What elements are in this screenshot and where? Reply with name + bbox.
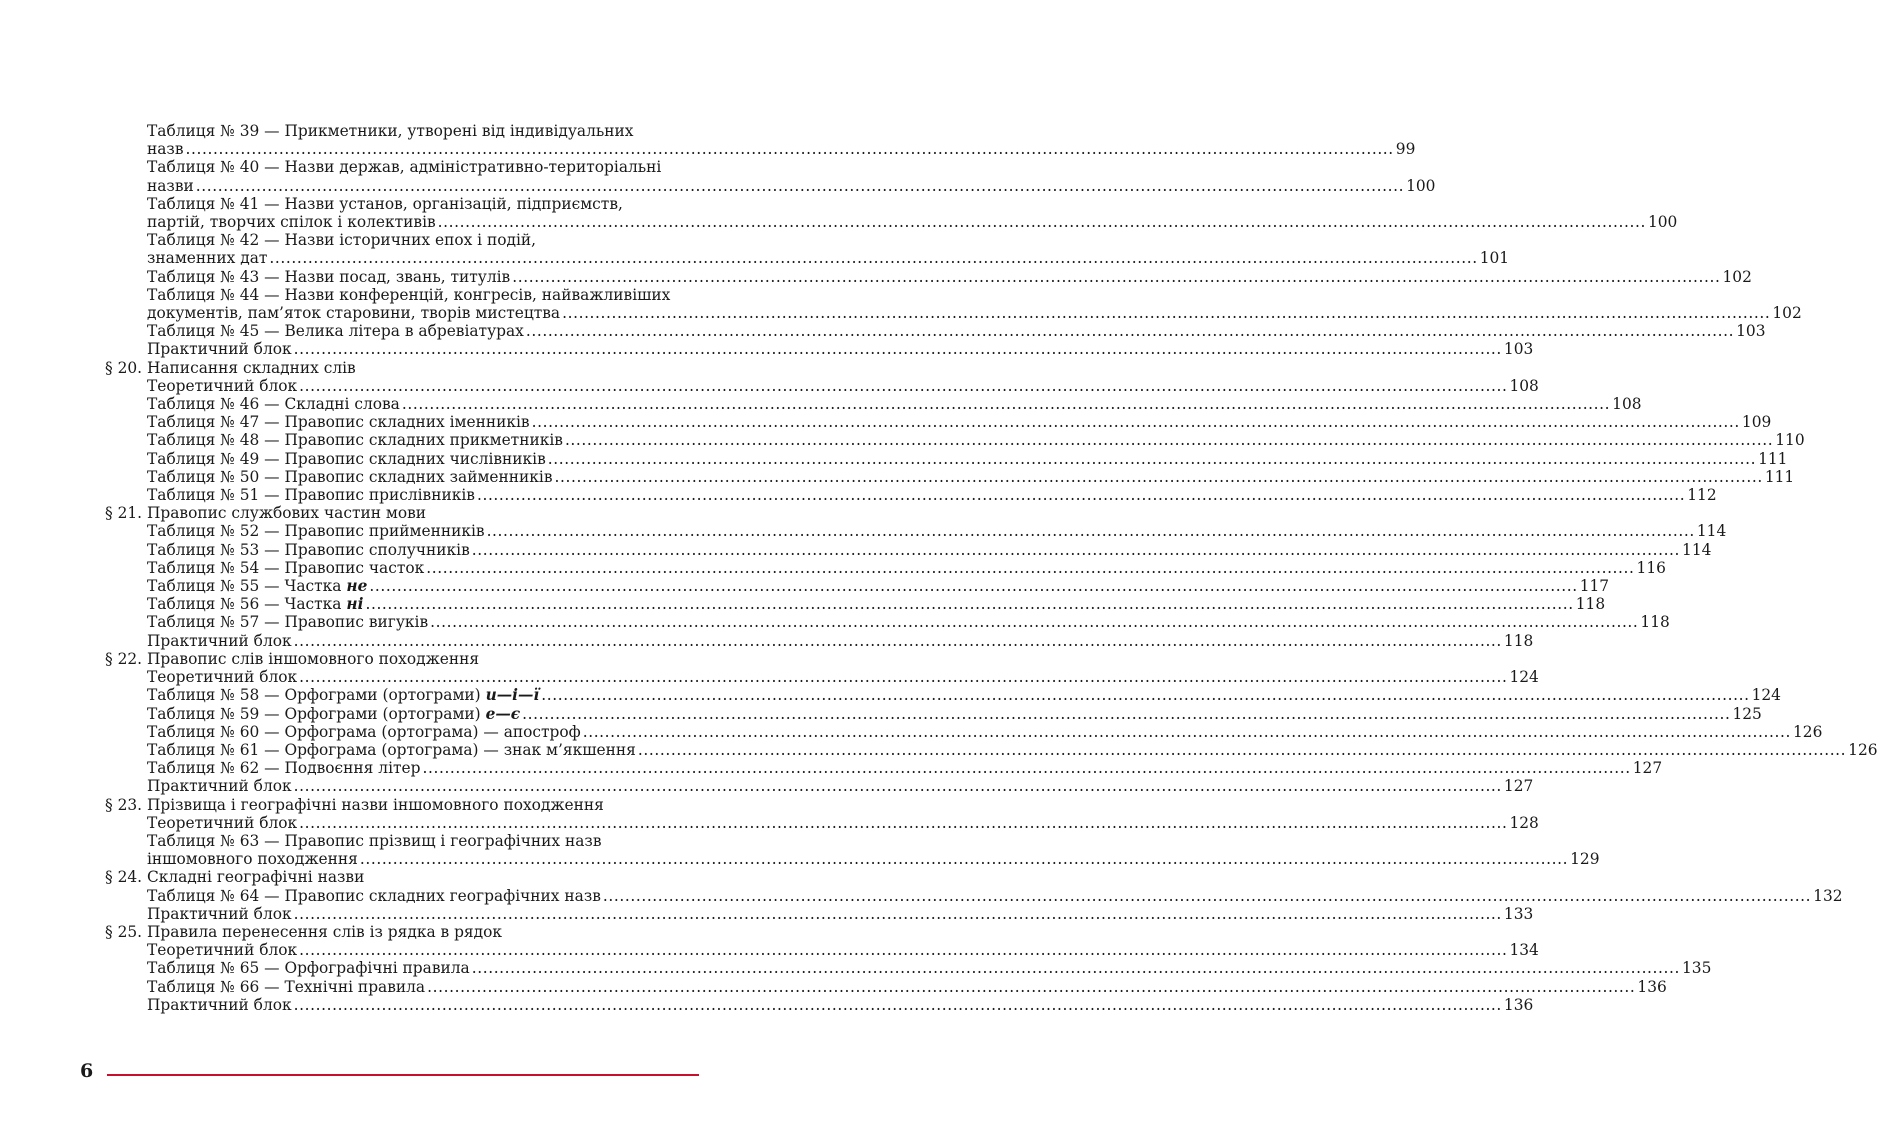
toc-entry-title: Таблиця № 65 — Орфографічні правила	[147, 959, 470, 978]
toc-page-number: 118	[1640, 613, 1670, 632]
toc-entry	[105, 995, 1534, 1014]
toc-entry-title: Таблиця № 55 — Частка	[147, 577, 342, 596]
toc-entry	[105, 813, 1539, 832]
toc-page-number: 118	[1575, 595, 1606, 614]
toc-page-number: 127	[1632, 759, 1663, 778]
dot-leader: ............................................................................................................................................................................................................................	[359, 850, 1569, 869]
dot-leader: ............................................................................................................................................................................................................................	[471, 959, 1681, 978]
dot-leader: ............................................................................................................................................................................................................................	[582, 722, 1791, 741]
toc-entry-title: Таблиця № 49 — Правопис складних числівників	[147, 449, 546, 468]
toc-entry	[105, 431, 1805, 450]
toc-entry-title-cont: назв	[147, 140, 184, 159]
toc-entry-italic-term: ні	[346, 595, 364, 614]
dot-leader: ............................................................................................................................................................................................................................	[541, 686, 1750, 705]
dot-leader: ............................................................................................................................................................................................................................	[269, 249, 1478, 268]
toc-page-number: 124	[1751, 686, 1781, 705]
toc-entry-title: Таблиця № 43 — Назви посад, звань, титулів	[147, 267, 511, 286]
toc-section	[105, 650, 710, 668]
toc-entry-title: Таблиця № 40 — Назви держав, адміністративно-територіальні	[147, 158, 662, 177]
toc-entry-title: Таблиця № 39 — Прикметники, утворені від індивідуальних	[147, 122, 634, 140]
toc-section-title: § 24. Складні географічні назви	[105, 868, 365, 887]
toc-entry-title: Теоретичний блок	[147, 813, 298, 832]
toc-entry-italic-term: не	[346, 577, 368, 596]
toc-page-number: 108	[1509, 376, 1539, 395]
toc-entry	[105, 231, 1510, 268]
toc-section	[105, 359, 710, 377]
dot-leader: ............................................................................................................................................................................................................................	[554, 467, 1763, 486]
dot-leader: ............................................................................................................................................................................................................................	[401, 395, 1611, 414]
toc-entry	[105, 122, 1416, 159]
toc-page-number: 125	[1732, 704, 1762, 723]
toc-entry	[105, 340, 1534, 359]
toc-entry-title: Таблиця № 63 — Правопис прізвищ і географічних назв	[147, 831, 602, 850]
toc-entry	[105, 467, 1795, 486]
toc-page-number: 112	[1687, 486, 1717, 505]
dot-leader: ............................................................................................................................................................................................................................	[525, 322, 1735, 341]
toc-page-number: 111	[1758, 449, 1788, 468]
toc-entry	[105, 631, 1534, 650]
toc-page-number: 118	[1503, 631, 1534, 650]
toc-entry-title: Таблиця № 62 — Подвоєння літер	[147, 759, 421, 778]
dot-leader: ............................................................................................................................................................................................................................	[471, 540, 1681, 559]
toc-entry	[105, 595, 1606, 614]
toc-section	[105, 868, 710, 886]
dot-leader: ............................................................................................................................................................................................................................	[299, 941, 1508, 960]
toc-page-number: 100	[1406, 176, 1436, 195]
toc-entry-title: Теоретичний блок	[147, 668, 298, 687]
toc-section-title: § 23. Прізвища і географічні назви іншомовного походження	[105, 795, 604, 814]
toc-entry-title: Таблиця № 53 — Правопис сполучників	[147, 540, 470, 559]
toc-entry-title: Таблиця № 58 — Орфограми (ортограми)	[147, 686, 481, 705]
footer-rule	[107, 1074, 699, 1076]
toc-entry	[105, 722, 1823, 741]
dot-leader: ............................................................................................................................................................................................................................	[427, 977, 1636, 996]
toc-entry-title: Таблиця № 45 — Велика літера в абревіатурах	[147, 322, 524, 341]
toc-entry-title: Таблиця № 50 — Правопис складних займенників	[147, 467, 553, 486]
dot-leader: ............................................................................................................................................................................................................................	[185, 140, 1394, 159]
toc-page-number: 102	[1772, 304, 1802, 323]
toc-section	[105, 504, 710, 522]
toc-entry	[105, 558, 1666, 577]
toc-entry-title: Практичний блок	[147, 995, 292, 1014]
toc-section	[105, 796, 710, 814]
toc-page-number: 101	[1479, 249, 1510, 268]
toc-page-number: 124	[1509, 668, 1539, 687]
toc-page-number: 136	[1637, 977, 1667, 996]
dot-leader: ............................................................................................................................................................................................................................	[426, 558, 1635, 577]
toc-entry	[105, 904, 1534, 923]
toc-entry-italic-term: е—є	[485, 704, 521, 723]
toc-page-number: 114	[1696, 522, 1727, 541]
toc-entry-title: Практичний блок	[147, 631, 292, 650]
toc-entry-title: Практичний блок	[147, 904, 292, 923]
toc-entry	[105, 886, 1843, 905]
toc-entry-title: Таблиця № 41 — Назви установ, організацій, підприємств,	[147, 194, 623, 213]
dot-leader: ............................................................................................................................................................................................................................	[602, 886, 1812, 905]
toc-entry	[105, 540, 1712, 559]
toc-entry-title-cont: знаменних дат	[147, 249, 268, 268]
toc-page-number: 135	[1682, 959, 1712, 978]
toc-entry-title: Таблиця № 44 — Назви конференцій, конгресів, найважливіших	[147, 285, 671, 304]
table-of-contents	[105, 122, 1878, 1014]
toc-entry	[105, 777, 1534, 796]
dot-leader: ............................................................................................................................................................................................................................	[476, 486, 1686, 505]
toc-entry-title: Таблиця № 59 — Орфограми (ортограми)	[147, 704, 481, 723]
dot-leader: ............................................................................................................................................................................................................................	[564, 431, 1774, 450]
toc-entry-title: Таблиця № 61 — Орфограма (ортограма) — знак м’якшення	[147, 740, 636, 759]
toc-entry	[105, 449, 1788, 468]
toc-entry	[105, 395, 1642, 414]
toc-entry-title: Таблиця № 54 — Правопис часток	[147, 558, 425, 577]
toc-entry-title: Таблиця № 57 — Правопис вигуків	[147, 613, 429, 632]
toc-page-number: 116	[1636, 558, 1666, 577]
toc-page-number: 100	[1647, 213, 1678, 232]
dot-leader: ............................................................................................................................................................................................................................	[195, 176, 1405, 195]
dot-leader: ............................................................................................................................................................................................................................	[293, 995, 1502, 1014]
toc-entry	[105, 740, 1878, 759]
dot-leader: ............................................................................................................................................................................................................................	[299, 376, 1508, 395]
toc-page-number: 126	[1793, 722, 1823, 741]
toc-page-number: 117	[1579, 577, 1610, 596]
toc-entry	[105, 486, 1717, 505]
toc-entry-title: Практичний блок	[147, 777, 292, 796]
toc-entry-title-cont: іншомовного походження	[147, 850, 358, 869]
toc-section-title: § 20. Написання складних слів	[105, 358, 356, 377]
dot-leader: ............................................................................................................................................................................................................................	[299, 813, 1508, 832]
toc-entry-title: Таблиця № 52 — Правопис прийменників	[147, 522, 485, 541]
toc-page-number: 133	[1503, 904, 1534, 923]
toc-section	[105, 923, 710, 941]
toc-entry-title: Таблиця № 48 — Правопис складних прикметників	[147, 431, 563, 450]
toc-entry-title: Теоретичний блок	[147, 376, 298, 395]
toc-section-title: § 22. Правопис слів іншомовного походження	[105, 649, 480, 668]
toc-entry-title: Таблиця № 51 — Правопис прислівників	[147, 486, 475, 505]
toc-page-number: 103	[1503, 340, 1534, 359]
toc-entry	[105, 158, 1436, 195]
toc-entry	[105, 704, 1762, 723]
toc-entry-title: Таблиця № 60 — Орфограма (ортограма) — апостроф	[147, 722, 581, 741]
dot-leader: ............................................................................................................................................................................................................................	[422, 759, 1631, 778]
toc-entry-title: Таблиця № 47 — Правопис складних іменників	[147, 413, 530, 432]
toc-entry	[105, 759, 1663, 778]
toc-entry	[105, 959, 1712, 978]
toc-page-number: 108	[1612, 395, 1642, 414]
toc-page-number: 129	[1570, 850, 1600, 869]
toc-page-number: 134	[1509, 941, 1539, 960]
toc-entry	[105, 668, 1539, 687]
toc-entry-title: Таблиця № 56 — Частка	[147, 595, 342, 614]
toc-page-number: 127	[1503, 777, 1534, 796]
toc-entry-italic-term: и—і—ї	[485, 686, 540, 705]
dot-leader: ............................................................................................................................................................................................................................	[293, 777, 1502, 796]
dot-leader: ............................................................................................................................................................................................................................	[486, 522, 1695, 541]
toc-entry	[105, 322, 1766, 341]
toc-entry	[105, 285, 1802, 323]
toc-entry-title: Таблиця № 46 — Складні слова	[147, 395, 400, 414]
dot-leader: ............................................................................................................................................................................................................................	[547, 449, 1757, 468]
toc-entry	[105, 267, 1752, 286]
toc-entry	[105, 577, 1610, 596]
page-number: 6	[80, 1060, 94, 1082]
toc-entry-title: Теоретичний блок	[147, 941, 298, 960]
toc-page-number: 102	[1722, 267, 1752, 286]
dot-leader: ............................................................................................................................................................................................................................	[369, 577, 1578, 596]
toc-entry-title: Практичний блок	[147, 340, 292, 359]
toc-page-number: 111	[1764, 467, 1795, 486]
toc-entry-title: Таблиця № 42 — Назви історичних епох і подій,	[147, 231, 537, 250]
dot-leader: ............................................................................................................................................................................................................................	[430, 613, 1639, 632]
toc-entry	[105, 686, 1781, 705]
dot-leader: ............................................................................................................................................................................................................................	[522, 704, 1731, 723]
dot-leader: ............................................................................................................................................................................................................................	[293, 904, 1502, 923]
toc-page-number: 132	[1813, 886, 1843, 905]
toc-entry-title: Таблиця № 66 — Технічні правила	[147, 977, 426, 996]
dot-leader: ............................................................................................................................................................................................................................	[437, 213, 1646, 232]
toc-page-number: 136	[1503, 995, 1534, 1014]
toc-entry-title-cont: документів, пам’яток старовини, творів мистецтва	[147, 304, 561, 323]
toc-entry	[105, 977, 1667, 996]
dot-leader: ............................................................................................................................................................................................................................	[293, 631, 1502, 650]
toc-page-number: 128	[1509, 813, 1539, 832]
toc-entry	[105, 522, 1727, 541]
toc-entry	[105, 613, 1670, 632]
dot-leader: ............................................................................................................................................................................................................................	[365, 595, 1574, 614]
toc-page-number: 103	[1736, 322, 1766, 341]
toc-entry	[105, 941, 1539, 960]
dot-leader: ............................................................................................................................................................................................................................	[293, 340, 1502, 359]
dot-leader: ............................................................................................................................................................................................................................	[562, 304, 1771, 323]
toc-entry	[105, 413, 1772, 432]
toc-entry-title: Таблиця № 64 — Правопис складних географічних назв	[147, 886, 601, 905]
toc-page-number: 99	[1395, 140, 1416, 159]
toc-entry-title-cont: назви	[147, 176, 194, 195]
toc-page-number: 109	[1741, 413, 1772, 432]
toc-page-number: 126	[1848, 740, 1878, 759]
dot-leader: ............................................................................................................................................................................................................................	[637, 740, 1847, 759]
toc-entry	[105, 376, 1539, 395]
toc-page-number: 114	[1682, 540, 1712, 559]
toc-page-number: 110	[1775, 431, 1805, 450]
dot-leader: ............................................................................................................................................................................................................................	[299, 668, 1508, 687]
toc-section-title: § 21. Правопис службових частин мови	[105, 504, 427, 523]
dot-leader: ............................................................................................................................................................................................................................	[512, 267, 1721, 286]
toc-entry	[105, 831, 1600, 869]
toc-section-title: § 25. Правила перенесення слів із рядка в рядок	[105, 922, 503, 941]
dot-leader: ............................................................................................................................................................................................................................	[531, 413, 1740, 432]
toc-entry	[105, 194, 1678, 232]
toc-entry-title-cont: партій, творчих спілок і колективів	[147, 213, 436, 232]
